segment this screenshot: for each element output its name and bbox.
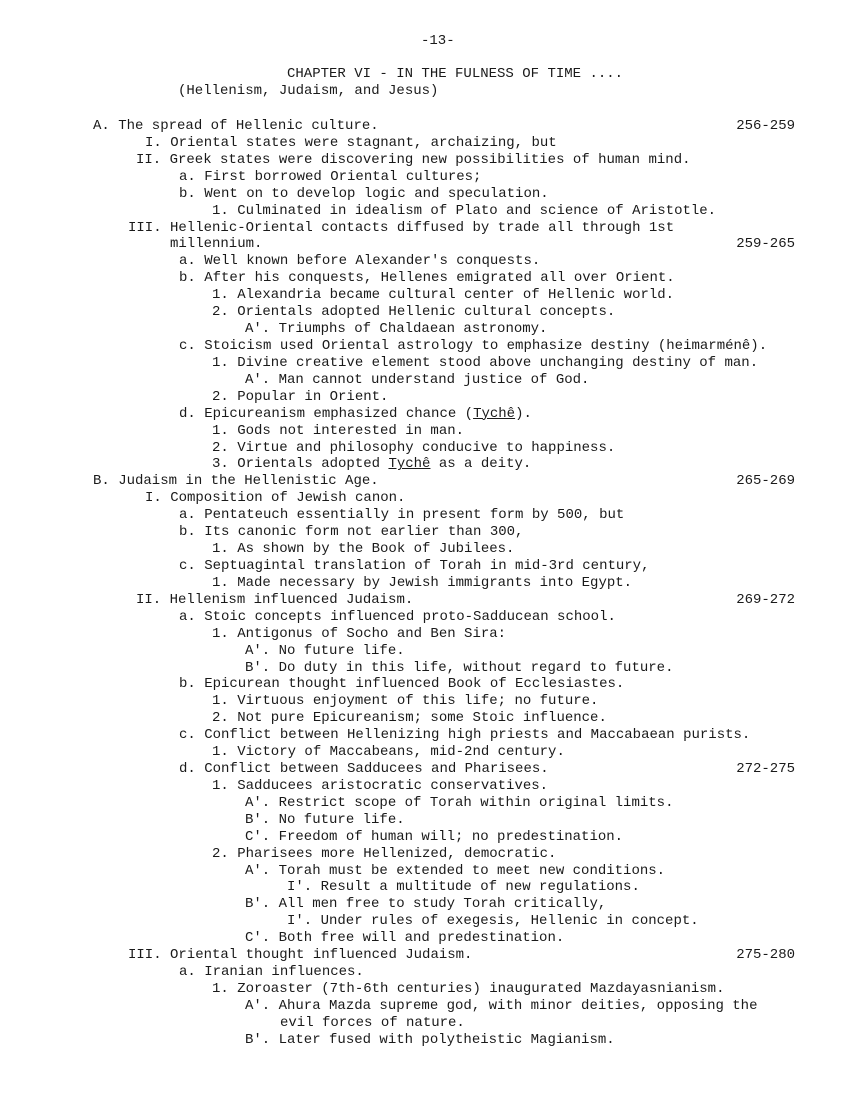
outline-row (0, 406, 852, 423)
outline-text: 1. Virtuous enjoyment of this life; no future. (212, 693, 599, 710)
outline-row (0, 236, 852, 253)
outline-row (0, 1032, 852, 1049)
outline-row (0, 524, 852, 541)
outline-text: II. Greek states were discovering new possibilities of human mind. (136, 151, 691, 168)
outline-text: d. Conflict between Sadducees and Pharisees. (179, 761, 549, 778)
outline-text: c. Septuagintal translation of Torah in mid-3rd century, (179, 557, 650, 574)
outline-text: 1. Victory of Maccabeans, mid-2nd century. (212, 744, 565, 761)
outline-text: I. Composition of Jewish canon. (145, 490, 406, 507)
outline-row (0, 541, 852, 558)
outline-text: 1. Culminated in idealism of Plato and science of Aristotle. (212, 202, 717, 219)
outline-text: 1. Antigonus of Socho and Ben Sira: (212, 625, 507, 642)
outline-row (0, 473, 852, 490)
outline-text: a. Pentateuch essentially in present form by 500, but (179, 507, 625, 524)
outline-row (0, 660, 852, 677)
outline-text: 1. Zoroaster (7th-6th centuries) inaugurated Mazdayasnianism. (212, 981, 725, 998)
page-number: -13- (421, 33, 455, 49)
outline-row (0, 913, 852, 930)
outline-text: C'. Freedom of human will; no predestination. (245, 828, 624, 845)
outline-row (0, 896, 852, 913)
outline-text: II. Hellenism influenced Judaism. (136, 591, 414, 608)
outline-row (0, 287, 852, 304)
outline-text: I'. Result a multitude of new regulations. (287, 879, 640, 896)
outline-text: A'. Triumphs of Chaldaean astronomy. (245, 321, 548, 338)
outline-text: 2. Orientals adopted Hellenic cultural concepts. (212, 304, 616, 321)
outline-text: a. Well known before Alexander's conquests. (179, 253, 541, 270)
outline-text: III. Oriental thought influenced Judaism. (128, 947, 473, 964)
outline-text: B'. No future life. (245, 811, 405, 828)
outline-row (0, 220, 852, 237)
outline-text: A'. Ahura Mazda supreme god, with minor deities, opposing the (245, 997, 758, 1014)
outline-text: a. Iranian influences. (179, 964, 364, 981)
outline-text: C'. Both free will and predestination. (245, 930, 565, 947)
outline-row (0, 693, 852, 710)
outline-text: A'. Restrict scope of Torah within original limits. (245, 794, 674, 811)
outline-row (0, 389, 852, 406)
outline-row (0, 304, 852, 321)
outline-row (0, 1015, 852, 1032)
outline-row (0, 270, 852, 287)
outline-row (0, 795, 852, 812)
page-range: 265-269 (736, 473, 795, 490)
outline-row (0, 981, 852, 998)
outline-text: d. Epicureanism emphasized chance (Tychê). (179, 405, 532, 422)
outline-text: I. Oriental states were stagnant, archaizing, but (145, 134, 557, 151)
outline-text: 1. Made necessary by Jewish immigrants into Egypt. (212, 574, 633, 591)
outline-row (0, 998, 852, 1015)
outline-row (0, 592, 852, 609)
outline-text: millennium. (170, 236, 263, 253)
page-range: 259-265 (736, 236, 795, 253)
outline-text: 1. Divine creative element stood above unchanging destiny of man. (212, 354, 759, 371)
outline-text: c. Stoicism used Oriental astrology to emphasize destiny (heimarménê). (179, 337, 768, 354)
outline-text: B'. Later fused with polytheistic Magianism. (245, 1031, 615, 1048)
outline-row (0, 507, 852, 524)
outline-row (0, 863, 852, 880)
outline-text: evil forces of nature. (280, 1014, 465, 1031)
outline-text: 2. Virtue and philosophy conducive to happiness. (212, 439, 616, 456)
page-range: 275-280 (736, 947, 795, 964)
outline-text: B'. All men free to study Torah critically, (245, 896, 607, 913)
outline-text: A'. Torah must be extended to meet new conditions. (245, 862, 666, 879)
outline-row (0, 643, 852, 660)
outline-text: 1. Sadducees aristocratic conservatives. (212, 777, 549, 794)
outline-row (0, 609, 852, 626)
outline-row (0, 727, 852, 744)
outline-text: B. Judaism in the Hellenistic Age. (93, 473, 379, 490)
page-range: 272-275 (736, 761, 795, 778)
outline-text: b. Its canonic form not earlier than 300, (179, 524, 524, 541)
outline-text: 1. Gods not interested in man. (212, 422, 465, 439)
outline-row (0, 846, 852, 863)
outline-text: 1. As shown by the Book of Jubilees. (212, 541, 515, 558)
chapter-subtitle: (Hellenism, Judaism, and Jesus) (178, 83, 439, 99)
outline-row (0, 761, 852, 778)
outline-row (0, 169, 852, 186)
outline-row (0, 135, 852, 152)
outline-text: A'. Man cannot understand justice of God. (245, 371, 590, 388)
outline-row (0, 930, 852, 947)
outline-row (0, 253, 852, 270)
outline-text: 2. Not pure Epicureanism; some Stoic influence. (212, 710, 607, 727)
outline-row (0, 423, 852, 440)
outline-row (0, 118, 852, 135)
outline-row (0, 829, 852, 846)
outline-row (0, 964, 852, 981)
outline-row (0, 676, 852, 693)
outline-row (0, 490, 852, 507)
outline-row (0, 778, 852, 795)
outline-text: a. First borrowed Oriental cultures; (179, 168, 482, 185)
outline-row (0, 812, 852, 829)
outline-row (0, 626, 852, 643)
outline-row (0, 440, 852, 457)
outline-row (0, 710, 852, 727)
outline-row (0, 372, 852, 389)
outline-text: A. The spread of Hellenic culture. (93, 118, 379, 134)
outline-row (0, 744, 852, 761)
outline-text: c. Conflict between Hellenizing high priests and Maccabaean purists. (179, 727, 751, 744)
page-range: 269-272 (736, 591, 795, 608)
outline-row (0, 186, 852, 203)
outline-text: b. Epicurean thought influenced Book of Ecclesiastes. (179, 676, 625, 693)
outline-text: a. Stoic concepts influenced proto-Sadducean school. (179, 608, 616, 625)
outline-row (0, 152, 852, 169)
outline-text: 3. Orientals adopted Tychê as a deity. (212, 456, 532, 473)
page-range: 256-259 (736, 118, 795, 134)
outline-text: b. After his conquests, Hellenes emigrated all over Orient. (179, 270, 675, 287)
outline-row (0, 355, 852, 372)
outline-text: 2. Popular in Orient. (212, 388, 389, 405)
outline-row (0, 338, 852, 355)
outline-row (0, 575, 852, 592)
outline-row (0, 456, 852, 473)
chapter-outline (0, 118, 852, 1049)
outline-text: 1. Alexandria became cultural center of Hellenic world. (212, 287, 675, 304)
outline-text: I'. Under rules of exegesis, Hellenic in concept. (287, 913, 699, 930)
outline-text: A'. No future life. (245, 642, 405, 659)
outline-text: b. Went on to develop logic and speculation. (179, 185, 549, 202)
outline-text: 2. Pharisees more Hellenized, democratic. (212, 845, 557, 862)
outline-row (0, 203, 852, 220)
outline-row (0, 558, 852, 575)
outline-row (0, 879, 852, 896)
outline-text: B'. Do duty in this life, without regard to future. (245, 659, 674, 676)
outline-row (0, 947, 852, 964)
outline-row (0, 321, 852, 338)
chapter-title: CHAPTER VI - IN THE FULNESS OF TIME .... (287, 66, 624, 82)
outline-text: III. Hellenic-Oriental contacts diffused by trade all through 1st (128, 219, 675, 236)
